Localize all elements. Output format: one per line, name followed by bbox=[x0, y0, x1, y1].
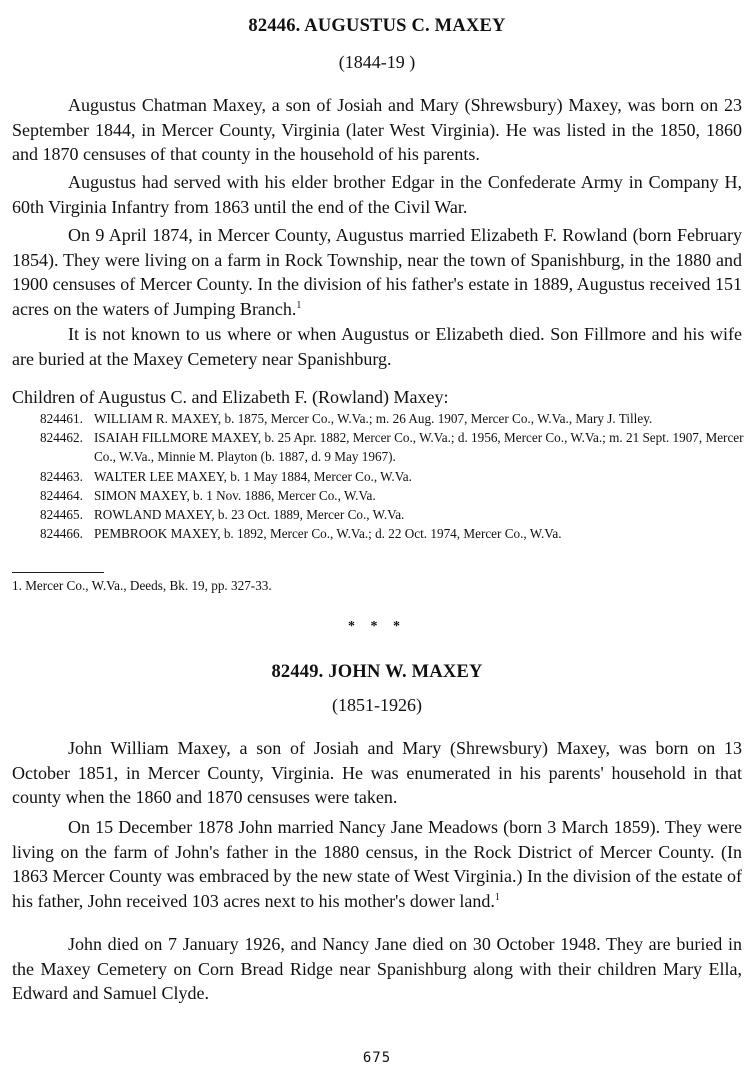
paragraph-text: Augustus had served with his elder brother Edgar in the Confederate Army in Company H, 60th Virginia Infantry from 1863 until the end of the Civil War. bbox=[12, 172, 742, 217]
list-item bbox=[40, 428, 745, 466]
paragraph-john-birth bbox=[12, 736, 742, 810]
list-item bbox=[40, 486, 745, 505]
section-separator: * * * bbox=[348, 619, 406, 634]
children-list bbox=[40, 409, 745, 543]
section-title-john: 82449. JOHN W. MAXEY bbox=[271, 662, 483, 682]
footnote: 1. Mercer Co., W.Va., Deeds, Bk. 19, pp. 327-33. bbox=[12, 578, 272, 593]
footnote-divider bbox=[12, 572, 104, 573]
list-item bbox=[40, 524, 745, 543]
child-text: ROWLAND MAXEY, b. 23 Oct. 1889, Mercer Co., W.Va. bbox=[94, 507, 405, 523]
paragraph-augustus-marriage bbox=[12, 223, 742, 321]
paragraph-augustus-death bbox=[12, 322, 742, 371]
child-text: ISAIAH FILLMORE MAXEY, b. 25 Apr. 1882, Mercer Co., W.Va.; d. 1956, Mercer Co., W.Va.; m. 21 Sept. 1907, Mercer Co., W.Va., Minnie M. Playton (b. 1887, d. 9 May 1967). bbox=[94, 430, 744, 465]
child-text: WALTER LEE MAXEY, b. 1 May 1884, Mercer Co., W.Va. bbox=[94, 468, 412, 484]
paragraph-augustus-birth bbox=[12, 93, 742, 167]
paragraph-text: John William Maxey, a son of Josiah and Mary (Shrewsbury) Maxey, was born on 13 October 1851, in Mercer County, Virginia. He was enumerated in his parents' household in that county when the 1860 and 1870 censuses were taken. bbox=[12, 738, 742, 807]
list-item bbox=[40, 505, 745, 524]
footnote-marker: 1 bbox=[494, 891, 500, 903]
child-number: 824466. bbox=[40, 526, 83, 542]
child-number: 824463. bbox=[40, 468, 83, 484]
paragraph-augustus-army bbox=[12, 170, 742, 219]
children-heading: Children of Augustus C. and Elizabeth F. (Rowland) Maxey: bbox=[12, 387, 449, 407]
page-number: 675 bbox=[362, 1050, 392, 1066]
child-text: PEMBROOK MAXEY, b. 1892, Mercer Co., W.Va.; d. 22 Oct. 1974, Mercer Co., W.Va. bbox=[94, 526, 562, 542]
child-text: SIMON MAXEY, b. 1 Nov. 1886, Mercer Co., W.Va. bbox=[94, 487, 376, 503]
list-item bbox=[40, 467, 745, 486]
paragraph-john-death bbox=[12, 932, 742, 1006]
child-number: 824461. bbox=[40, 411, 83, 426]
paragraph-john-marriage bbox=[12, 815, 742, 913]
section-dates-augustus: (1844-19 ) bbox=[338, 52, 416, 72]
child-number: 824462. bbox=[40, 430, 83, 446]
paragraph-text: On 15 December 1878 John married Nancy Jane Meadows (born 3 March 1859). They were living on the farm of John's father in the 1880 census, in the Rock District of Mercer County. (In 1863 Mercer County was embraced by the new state of West Virginia.) In the division of the estate of his father, John received 103 acres next to his mother's dower land. bbox=[12, 817, 742, 911]
child-text: WILLIAM R. MAXEY, b. 1875, Mercer Co., W.Va.; m. 26 Aug. 1907, Mercer Co., W.Va., Mary J. Tilley. bbox=[94, 411, 653, 426]
list-item bbox=[40, 409, 745, 428]
section-dates-john: (1851-1926) bbox=[332, 695, 422, 715]
footnote-marker: 1 bbox=[296, 299, 302, 311]
child-number: 824464. bbox=[40, 487, 83, 503]
paragraph-text: John died on 7 January 1926, and Nancy Jane died on 30 October 1948. They are buried in the Maxey Cemetery on Corn Bread Ridge near Spanishburg along with their children Mary Ella, Edward and Samuel Clyde. bbox=[12, 934, 742, 1003]
paragraph-text: Augustus Chatman Maxey, a son of Josiah and Mary (Shrewsbury) Maxey, was born on 23 September 1844, in Mercer County, Virginia (later West Virginia). He was listed in the 1850, 1860 and 1870 censuses of that county in the household of his parents. bbox=[12, 95, 742, 164]
section-title-augustus: 82446. AUGUSTUS C. MAXEY bbox=[248, 16, 506, 36]
paragraph-text: It is not known to us where or when Augustus or Elizabeth died. Son Fillmore and his wife are buried at the Maxey Cemetery near Spanishburg. bbox=[12, 324, 742, 369]
child-number: 824465. bbox=[40, 507, 83, 523]
paragraph-text: On 9 April 1874, in Mercer County, Augustus married Elizabeth F. Rowland (born February 1854). They were living on a farm in Rock Township, near the town of Spanishburg, in the 1880 and 1900 censuses of Mercer County. In the division of his father's estate in 1889, Augustus received 151 acres on the waters of Jumping Branch. bbox=[12, 225, 742, 319]
